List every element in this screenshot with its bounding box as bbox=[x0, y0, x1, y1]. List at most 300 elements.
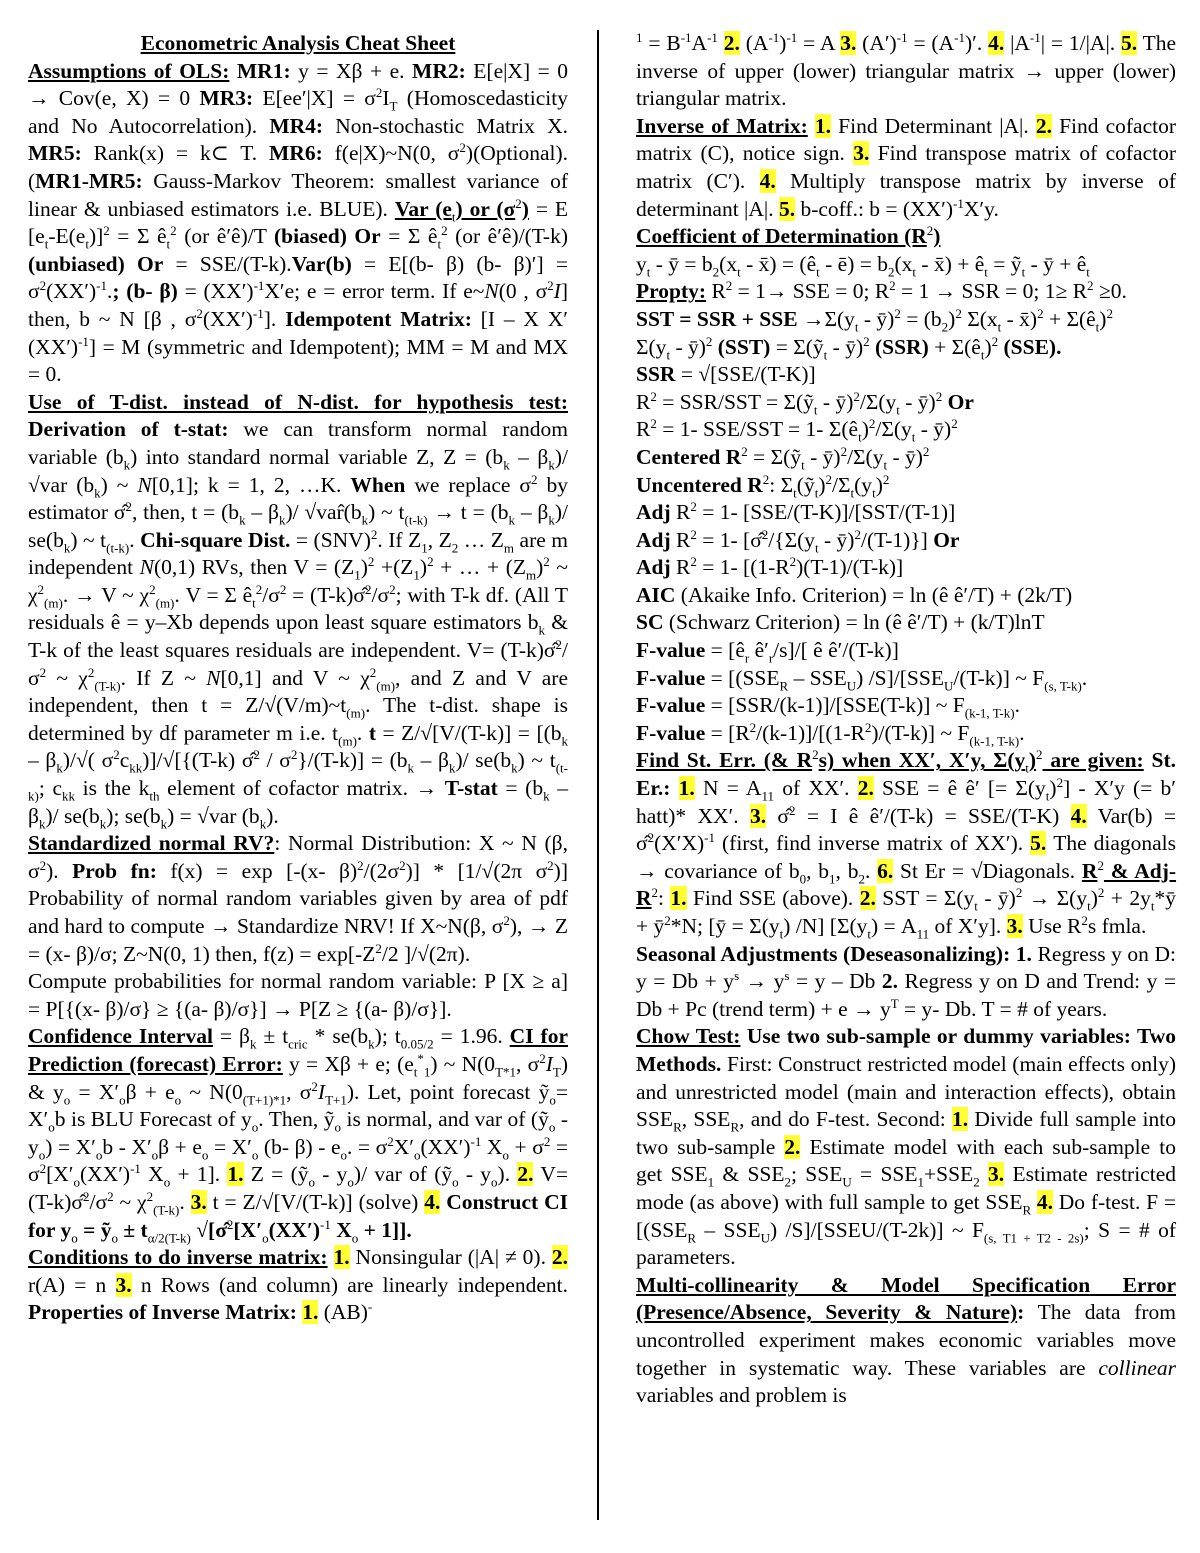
right-paragraph-10 bbox=[636, 416, 1176, 444]
text-segment: ) ~ bbox=[100, 472, 138, 497]
text-segment: 2 bbox=[531, 471, 538, 487]
text-segment: k bbox=[56, 760, 63, 776]
text-segment: T bbox=[890, 995, 899, 1011]
text-segment: Standardized normal RV? bbox=[28, 831, 275, 856]
text-segment: MR1: bbox=[229, 58, 291, 83]
text-segment: 2 bbox=[357, 857, 364, 873]
text-segment: t bbox=[980, 346, 985, 362]
text-segment: ) /N] [Σ(y bbox=[783, 914, 868, 938]
text-segment: X bbox=[481, 1134, 503, 1159]
text-segment: th bbox=[149, 788, 160, 804]
text-segment: 2 bbox=[387, 1133, 394, 1149]
text-segment: Seasonal Adjustments (Deseasonalizing): 1. bbox=[636, 941, 1032, 966]
text-segment: t bbox=[1025, 760, 1029, 776]
text-segment: 2 bbox=[103, 223, 110, 238]
text-segment: 2 bbox=[543, 554, 550, 570]
text-segment: , then, t = (b bbox=[131, 500, 240, 525]
text-segment: y bbox=[636, 251, 647, 276]
text-segment: = SSE bbox=[851, 1162, 918, 1187]
text-segment: y = Xβ + e; (e bbox=[282, 1051, 414, 1076]
text-segment: 2 bbox=[712, 264, 720, 280]
text-segment: Confidence Interval bbox=[28, 1024, 213, 1049]
text-segment: [I – X X′(XX′) bbox=[28, 306, 568, 359]
left-paragraph-5 bbox=[28, 1023, 568, 1244]
text-segment: . Then, ỹ bbox=[258, 1107, 335, 1132]
text-segment: Find transpose matrix of cofactor matrix (C′). bbox=[636, 141, 1176, 193]
text-segment: 2 bbox=[789, 554, 797, 570]
text-segment: o bbox=[63, 1091, 71, 1107]
text-segment: c bbox=[119, 748, 130, 773]
text-segment: . bbox=[356, 720, 369, 745]
text-segment: * bbox=[417, 1050, 424, 1066]
text-segment: o bbox=[502, 1147, 509, 1163]
text-segment: t bbox=[816, 264, 820, 280]
text-segment: of XX′. bbox=[773, 776, 858, 801]
step-number-highlight: 1. bbox=[227, 1162, 244, 1187]
text-segment: 2 bbox=[1081, 912, 1088, 928]
text-segment: /Σ(y bbox=[859, 389, 897, 414]
text-segment: R bbox=[1081, 858, 1098, 883]
text-segment: Find SSE (above). bbox=[686, 886, 860, 911]
text-segment: & SSE bbox=[714, 1162, 785, 1187]
text-segment: A bbox=[691, 31, 708, 55]
text-segment: t bbox=[850, 484, 855, 500]
text-segment: U bbox=[842, 1174, 852, 1190]
text-segment: o bbox=[251, 1119, 259, 1135]
text-segment: /(2σ bbox=[363, 858, 400, 883]
step-number-highlight: 3. bbox=[190, 1189, 207, 1214]
text-segment: ). Let, point forecast ỹ bbox=[346, 1079, 550, 1104]
text-segment: + 1]]. bbox=[358, 1217, 412, 1242]
text-segment: ) bbox=[779, 31, 787, 55]
text-segment: (T+1)*1 bbox=[242, 1091, 287, 1107]
text-segment: Or bbox=[933, 527, 960, 552]
text-segment: (XX′) bbox=[268, 1217, 321, 1242]
step-number-highlight: 1. bbox=[952, 1107, 969, 1132]
text-segment: β + e bbox=[158, 1134, 202, 1159]
text-segment: m bbox=[503, 539, 515, 555]
text-segment: – β bbox=[514, 500, 549, 525]
text-segment: t bbox=[44, 236, 49, 252]
text-segment: Coefficient of Determination (R bbox=[636, 224, 927, 249]
step-number-highlight: 5. bbox=[778, 196, 796, 221]
text-segment: Var (e bbox=[394, 196, 452, 221]
right-paragraph-9 bbox=[636, 389, 1176, 417]
text-segment: (s, T1 + T2 - 2s) bbox=[983, 1229, 1084, 1245]
text-segment: SSE = ê ê′ [= Σ(y bbox=[873, 776, 1046, 801]
text-segment: (SST) bbox=[712, 334, 771, 359]
text-segment: MR1-MR5: bbox=[35, 168, 143, 193]
text-segment: - x̄) + ê bbox=[916, 251, 985, 276]
left-paragraph-1 bbox=[28, 58, 568, 389]
text-segment: [0,1]; k = 1, 2, …K. bbox=[151, 472, 351, 497]
text-segment: = B bbox=[642, 31, 681, 55]
text-segment: 2 bbox=[146, 1188, 154, 1204]
text-segment: t bbox=[997, 319, 1002, 335]
text-segment: Nonsingular (|A| ≠ 0). bbox=[349, 1245, 552, 1270]
text-segment: Prob fn: bbox=[72, 858, 157, 883]
text-segment: 2 bbox=[863, 333, 870, 349]
text-segment: = 1- [SSE/(T-K)]/[SST/(T-1)] bbox=[696, 500, 956, 525]
text-segment: 2 bbox=[761, 526, 769, 542]
text-segment: 2 bbox=[922, 443, 930, 459]
text-segment: Adj bbox=[636, 500, 671, 525]
text-segment: o bbox=[340, 1147, 347, 1163]
right-paragraph-13 bbox=[636, 499, 1176, 527]
text-segment: t bbox=[793, 484, 797, 500]
text-segment: 2 bbox=[87, 664, 95, 680]
text-segment: /s]/[ ê ê′/(T-k)] bbox=[773, 638, 899, 663]
text-segment: ) = A bbox=[871, 914, 917, 938]
text-segment: 2 bbox=[39, 664, 47, 680]
text-segment: (X′X) bbox=[654, 831, 705, 856]
text-segment: f(x) = exp [-(x- β) bbox=[156, 858, 358, 883]
right-paragraph-6 bbox=[636, 306, 1176, 334]
text-segment: E[ee′|X] = σ bbox=[253, 86, 376, 111]
text-segment: 2 bbox=[955, 305, 962, 321]
text-segment: k bbox=[94, 484, 101, 500]
text-segment: The diagonals → covariance of b bbox=[636, 831, 1177, 883]
text-segment: T-stat bbox=[444, 776, 498, 801]
text-segment: Or bbox=[947, 389, 974, 414]
text-segment: o bbox=[95, 1147, 103, 1163]
text-segment: of X′y]. bbox=[929, 914, 1007, 938]
text-segment: /Σ bbox=[832, 472, 851, 497]
text-segment: (T-k) bbox=[153, 1202, 180, 1218]
text-segment: (x bbox=[719, 251, 738, 276]
step-number-highlight: 3. bbox=[853, 141, 870, 166]
text-segment: 2 bbox=[290, 747, 298, 763]
text-segment: k bbox=[99, 815, 107, 831]
text-segment: 2 bbox=[399, 857, 406, 873]
text-segment: - ȳ) bbox=[915, 417, 952, 442]
text-segment: = [R bbox=[705, 720, 750, 745]
text-segment: Do f-test. F = [(SSE bbox=[636, 1189, 1176, 1242]
text-segment: -1 bbox=[130, 1161, 141, 1177]
text-segment: – β bbox=[28, 748, 57, 773]
right-paragraph-24 bbox=[636, 1023, 1176, 1271]
right-paragraph-15 bbox=[636, 554, 1176, 582]
text-segment: , b bbox=[806, 858, 830, 883]
text-segment: ) bbox=[818, 472, 826, 497]
text-segment: - bbox=[367, 1299, 373, 1315]
text-segment: R bbox=[636, 389, 651, 414]
text-segment: ) bbox=[1090, 886, 1098, 911]
text-segment: Adj bbox=[636, 555, 671, 580]
text-segment: 1 bbox=[829, 871, 836, 887]
text-segment: : bbox=[1017, 1300, 1025, 1325]
text-segment: Idempotent Matrix: bbox=[285, 306, 472, 331]
text-segment: b-coff.: b = (XX′) bbox=[795, 196, 954, 221]
text-segment: 2 bbox=[39, 1161, 47, 1177]
text-segment: , SSE bbox=[681, 1107, 731, 1132]
text-segment: (m) bbox=[338, 733, 357, 749]
text-segment: (m) bbox=[155, 595, 175, 611]
text-segment: ) bbox=[521, 196, 529, 221]
right-paragraph-11 bbox=[636, 444, 1176, 472]
text-segment: t bbox=[413, 1064, 418, 1080]
text-segment: (k-1, T-k) bbox=[964, 705, 1015, 721]
text-segment: -1 bbox=[78, 333, 89, 349]
text-segment: Construct CI for y bbox=[28, 1189, 569, 1242]
step-number-highlight: 2. bbox=[551, 1245, 569, 1270]
text-segment: = [(SSE bbox=[705, 665, 780, 690]
text-segment: - ȳ) bbox=[858, 306, 895, 331]
text-segment: t bbox=[779, 926, 784, 942]
text-segment: = (SNV) bbox=[290, 527, 371, 552]
text-segment: /σ bbox=[371, 582, 390, 607]
text-segment: |A bbox=[1004, 31, 1030, 55]
text-segment: – SSE bbox=[696, 1217, 761, 1242]
text-segment: ≥0. bbox=[1093, 279, 1127, 304]
step-number-highlight: 2. bbox=[784, 1134, 801, 1159]
step-number-highlight: 4. bbox=[988, 31, 1005, 55]
text-segment: 2 bbox=[1097, 857, 1104, 873]
text-segment: 2 bbox=[664, 912, 671, 928]
text-segment: )/ √var̂(b bbox=[285, 500, 362, 525]
text-segment: First: Construct restricted model (main effects only) and unrestricted model (main and interaction effects), obtain SSE bbox=[636, 1051, 1176, 1132]
text-segment: 2 bbox=[39, 857, 47, 873]
right-paragraph-19 bbox=[636, 665, 1176, 693]
text-segment: -1 bbox=[680, 29, 692, 45]
text-segment bbox=[718, 31, 724, 55]
text-segment: ). bbox=[497, 1162, 518, 1187]
text-segment: by estimator σ̂ bbox=[28, 472, 568, 525]
text-segment: Non-stochastic Matrix X. bbox=[323, 113, 568, 138]
text-segment: k bbox=[368, 1036, 375, 1052]
text-segment: Find cofactor matrix (C), notice sign. bbox=[636, 113, 1177, 166]
text-segment: (XX′) bbox=[46, 279, 97, 304]
text-segment: 1 bbox=[413, 567, 420, 583]
text-segment: t bbox=[854, 319, 859, 335]
text-segment: ); t bbox=[374, 1024, 401, 1049]
text-segment: I bbox=[382, 86, 390, 111]
text-segment: Regress y on D: y = Db + y bbox=[636, 941, 1176, 994]
text-segment: (m) bbox=[376, 677, 396, 693]
text-segment: SST = Σ(y bbox=[875, 886, 975, 911]
text-segment: [X′ bbox=[46, 1162, 74, 1187]
text-segment: √[σ̂ bbox=[190, 1217, 227, 1242]
text-segment: )] Probability of normal random variables given by area of pdf and hard to compute → Standardize NRV! If X~N(β, σ bbox=[28, 858, 568, 938]
text-segment: U bbox=[760, 1229, 770, 1245]
text-segment: 2 bbox=[690, 526, 697, 542]
text-segment: b is BLU Forecast of y bbox=[54, 1107, 252, 1132]
text-segment: MR2: bbox=[412, 58, 466, 83]
text-segment: ]. bbox=[263, 306, 286, 331]
text-segment: r bbox=[768, 650, 774, 666]
text-segment: X bbox=[330, 1217, 352, 1242]
text-segment: 2 bbox=[367, 554, 375, 570]
text-segment: 2 bbox=[1087, 278, 1094, 294]
text-segment: … Z bbox=[458, 527, 504, 552]
text-segment: y = Xβ + e. bbox=[290, 58, 413, 83]
text-segment: o bbox=[111, 1229, 118, 1245]
text-segment: 1 bbox=[636, 29, 643, 45]
text-segment: 2 bbox=[789, 802, 796, 818]
text-segment: t bbox=[912, 264, 917, 280]
text-segment: R bbox=[673, 1119, 682, 1135]
text-segment: : bbox=[658, 886, 671, 911]
text-segment: α/2(T-k) bbox=[147, 1229, 191, 1245]
right-paragraph-3 bbox=[636, 223, 1176, 251]
text-segment: ) = X′ bbox=[45, 1134, 96, 1159]
text-segment: 2 bbox=[741, 443, 748, 459]
text-segment: – β bbox=[28, 776, 568, 828]
text-segment: t bbox=[823, 346, 828, 362]
text-segment: R bbox=[706, 279, 726, 304]
text-segment: 2 bbox=[812, 747, 819, 763]
text-segment: t bbox=[858, 429, 862, 445]
text-segment: )] bbox=[88, 224, 104, 249]
text-segment: = E[(b- β) (b- β)′] = σ bbox=[28, 251, 568, 304]
text-segment: are m independent bbox=[28, 527, 569, 580]
right-paragraph-2 bbox=[636, 113, 1176, 223]
text-segment: = 1 → SSR = 0; 1≥ R bbox=[895, 279, 1088, 304]
text-segment: CI for Prediction (forecast) Error: bbox=[28, 1024, 568, 1076]
text-segment: 2 bbox=[459, 140, 466, 156]
text-segment: ) bbox=[875, 472, 883, 497]
text-segment: we replace σ bbox=[405, 472, 532, 497]
text-segment: ~ N(0 bbox=[181, 1079, 243, 1104]
text-segment: MR4: bbox=[269, 113, 324, 138]
text-segment: k bbox=[548, 512, 555, 528]
text-segment bbox=[670, 776, 678, 800]
right-paragraph-1 bbox=[636, 30, 1176, 113]
text-segment: F-value bbox=[636, 638, 706, 663]
text-segment: ). bbox=[46, 858, 73, 883]
step-number-highlight: 1. bbox=[678, 776, 695, 801]
text-segment: ) bbox=[419, 555, 428, 580]
text-segment: Divide full sample into two sub-sample bbox=[636, 1107, 1176, 1159]
text-segment: . bbox=[1081, 665, 1088, 690]
text-segment: = (XX′) bbox=[177, 279, 254, 304]
text-segment: o bbox=[201, 1147, 209, 1163]
text-segment: = y- Db. T = # of years. bbox=[898, 996, 1108, 1021]
text-segment: . If Z bbox=[377, 527, 422, 552]
text-segment: = y – Db bbox=[789, 969, 882, 994]
text-segment: k bbox=[543, 788, 550, 804]
left-paragraph-4 bbox=[28, 968, 568, 1023]
text-segment: k bbox=[508, 512, 515, 528]
text-segment: +(Z bbox=[374, 555, 414, 580]
text-segment: o bbox=[548, 1119, 556, 1135]
text-segment: + … + (Z bbox=[433, 555, 526, 580]
text-segment: 2 bbox=[375, 940, 382, 956]
text-segment: k bbox=[259, 815, 267, 831]
text-segment: 2 bbox=[853, 388, 860, 404]
text-segment: 2 bbox=[882, 471, 890, 487]
text-segment: s) when XX′, X′y, Σ(y bbox=[818, 748, 1026, 773]
right-paragraph-20 bbox=[636, 692, 1176, 720]
text-segment: 2 bbox=[935, 388, 943, 404]
text-segment: 2 bbox=[365, 581, 372, 597]
text-segment: r(A) = n bbox=[28, 1272, 116, 1297]
text-segment: 2 bbox=[1056, 774, 1064, 790]
text-segment: = I ê ê′/(T-k) = SSE/(T-K) bbox=[795, 803, 1071, 828]
text-segment: . bbox=[107, 279, 113, 304]
text-segment: )/ √var (b bbox=[28, 444, 568, 497]
text-segment: ) ~ t bbox=[70, 527, 107, 552]
text-segment: = ỹ bbox=[77, 1217, 112, 1242]
page-title: Econometric Analysis Cheat Sheet bbox=[140, 31, 456, 55]
right-paragraph-14 bbox=[636, 527, 1176, 555]
text-segment: t bbox=[252, 595, 256, 611]
text-segment: ) bbox=[536, 555, 544, 580]
text-segment: , and Z and V are independent, then t = Z/√(V/m)~t bbox=[28, 665, 568, 718]
text-segment: Properties of Inverse Matrix: bbox=[28, 1300, 297, 1325]
text-segment: ) bbox=[1099, 306, 1107, 331]
text-segment: ) bbox=[984, 334, 992, 359]
text-segment: (A bbox=[739, 31, 769, 55]
text-segment: 0 bbox=[799, 871, 807, 887]
text-segment: t bbox=[437, 236, 442, 252]
text-segment: -1 bbox=[253, 278, 265, 294]
step-number-highlight: 6. bbox=[877, 858, 894, 883]
right-paragraph-8 bbox=[636, 361, 1176, 389]
text-segment: (T-k) bbox=[94, 677, 121, 693]
text-segment: (Homoscedasticity and No Autocorrelation). bbox=[28, 86, 568, 138]
text-segment bbox=[980, 1162, 988, 1186]
text-segment: 2 bbox=[543, 1133, 551, 1149]
text-segment: o bbox=[347, 1174, 354, 1190]
text-segment: )′. bbox=[964, 31, 989, 55]
text-segment: t bbox=[1045, 788, 1050, 804]
text-segment: 2 bbox=[647, 830, 655, 846]
text-segment: t bbox=[974, 898, 978, 914]
text-segment: t bbox=[1095, 319, 1100, 335]
text-segment: 2 bbox=[503, 912, 510, 928]
text-segment: ) /S]/[SSE bbox=[856, 665, 944, 690]
text-segment: 2 bbox=[973, 1174, 980, 1190]
text-segment: X′ bbox=[393, 1134, 414, 1159]
text-segment: /σ bbox=[89, 1189, 108, 1214]
text-segment: o bbox=[174, 1091, 182, 1107]
text-segment: Use of T-dist. instead of N-dist. for hypothesis test: bbox=[28, 389, 568, 414]
text-segment: - x̄) bbox=[1001, 306, 1038, 331]
text-segment: → y bbox=[739, 969, 785, 994]
text-segment: 2 bbox=[226, 1216, 234, 1232]
text-segment: = [ê bbox=[705, 638, 745, 663]
text-segment: 2 bbox=[1106, 305, 1113, 321]
text-segment: 1 bbox=[421, 539, 428, 555]
text-segment: Find St. Err. (& R bbox=[636, 748, 813, 773]
text-segment: (k-1, T-k) bbox=[969, 733, 1020, 749]
text-segment: 0.05/2 bbox=[400, 1036, 434, 1052]
right-column bbox=[636, 30, 1176, 1410]
text-segment: ) & y bbox=[28, 1051, 568, 1104]
text-segment: -1 bbox=[954, 29, 965, 45]
text-segment: (SSR) bbox=[869, 334, 929, 359]
text-segment: ; c bbox=[38, 776, 63, 801]
step-number-highlight: 4. bbox=[1036, 1189, 1054, 1214]
column-divider bbox=[597, 30, 599, 1520]
text-segment: F-value bbox=[636, 693, 706, 718]
text-segment: t bbox=[646, 264, 651, 280]
text-segment: U bbox=[846, 677, 857, 693]
text-segment: t bbox=[85, 236, 89, 252]
text-segment: → t = (b bbox=[427, 500, 509, 525]
text-segment: 2 bbox=[547, 278, 554, 294]
text-segment: (Akaike Info. Criterion) = ln (ê ê′/T) + (2k/T) bbox=[675, 582, 1073, 607]
step-number-highlight: 1. bbox=[333, 1245, 350, 1270]
text-segment: (x bbox=[894, 251, 913, 276]
text-segment: s bbox=[784, 968, 790, 984]
text-segment: (t-k) bbox=[106, 539, 130, 555]
text-segment: we can transform normal random variable (b bbox=[28, 417, 568, 469]
text-segment: )] * [1/√(2π σ bbox=[405, 858, 548, 883]
text-segment: t bbox=[984, 264, 988, 280]
text-segment: 2 bbox=[762, 471, 770, 487]
